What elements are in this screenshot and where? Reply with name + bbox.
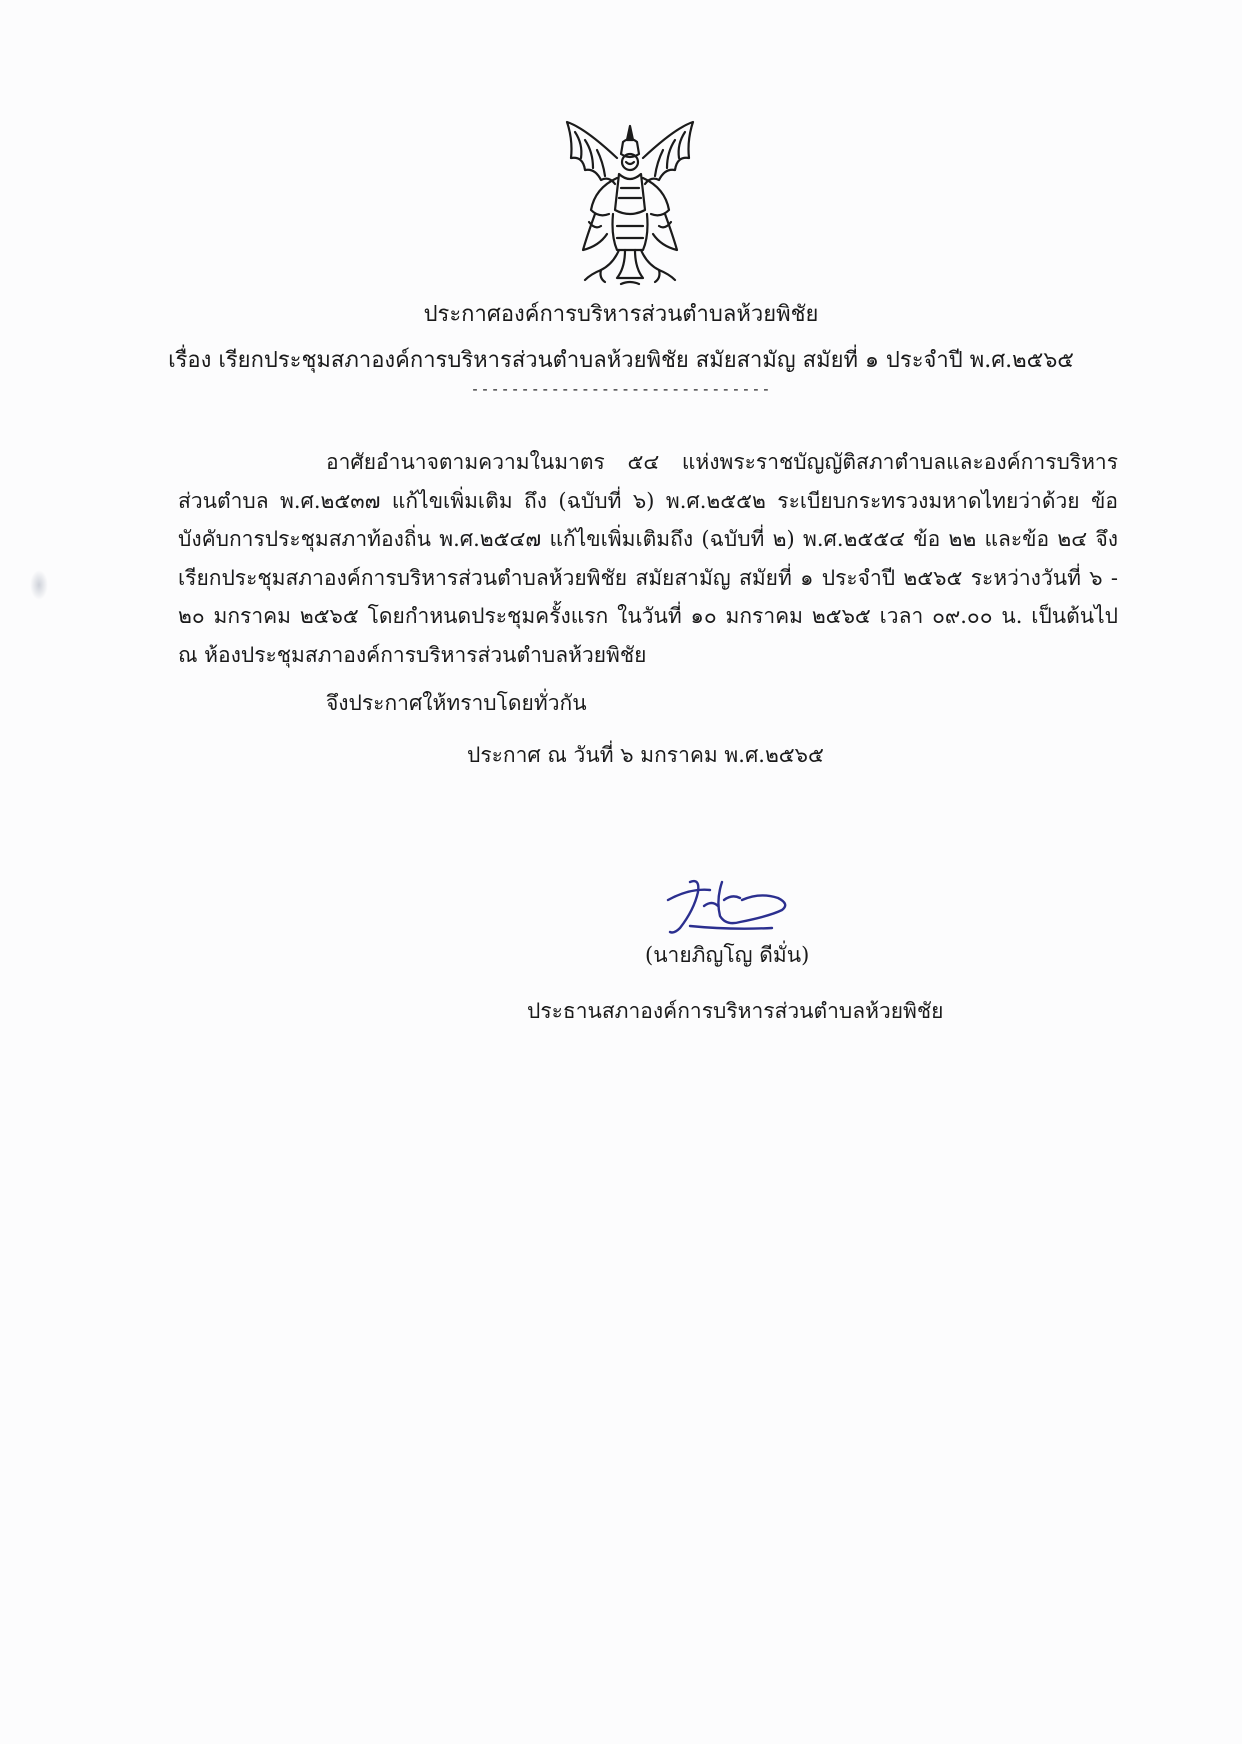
signer-position: ประธานสภาองค์การบริหารส่วนตำบลห้วยพิชัย xyxy=(527,999,944,1023)
dashed-separator: ------------------------------ xyxy=(470,380,772,398)
body-paragraph: อาศัยอำนาจตามความในมาตร ๕๔ แห่งพระราชบัญญัติสภาตำบลและองค์การบริหารส่วนตำบล พ.ศ.๒๕๓๗ แก้ไขเพิ่มเติม ถึง (ฉบับที่ ๖) พ.ศ.๒๕๕๒ ระเบียบกระทรวงมหาดไทยว่าด้วย ข้อบังคับการประชุมสภาท้องถิ่น พ.ศ.๒๕๔๗ แก้ไขเพิ่มเติมถึง (ฉบับที่ ๒) พ.ศ.๒๕๕๔ ข้อ ๒๒ และข้อ ๒๔ จึงเรียกประชุมสภาองค์การบริหารส่วนตำบลห้วยพิชัย สมัยสามัญ สมัยที่ ๑ ประจำปี ๒๕๖๕ ระหว่างวันที่ ๖ - ๒๐ มกราคม ๒๕๖๕ โดยกำหนดประชุมครั้งแรก ในวันที่ ๑๐ มกราคม ๒๕๖๕ เวลา ๐๙.๐๐ น. เป็นต้นไป ณ ห้องประชุมสภาองค์การบริหารส่วนตำบลห้วยพิชัย xyxy=(178,450,1118,667)
handwritten-signature xyxy=(660,870,800,940)
garuda-emblem-icon xyxy=(555,118,705,288)
announcement-subject: เรื่อง เรียกประชุมสภาองค์การบริหารส่วนตำบลห้วยพิชัย สมัยสามัญ สมัยที่ ๑ ประจำปี พ.ศ.๒๕๖๕ xyxy=(168,348,1074,373)
announcement-title: ประกาศองค์การบริหารส่วนตำบลห้วยพิชัย xyxy=(423,302,819,327)
scan-artifact xyxy=(30,570,48,600)
closing-statement: จึงประกาศให้ทราบโดยทั่วกัน xyxy=(326,691,587,715)
announcement-date: ประกาศ ณ วันที่ ๖ มกราคม พ.ศ.๒๕๖๕ xyxy=(467,743,824,767)
signer-name: (นายภิญโญ ดีมั่น) xyxy=(645,943,810,967)
